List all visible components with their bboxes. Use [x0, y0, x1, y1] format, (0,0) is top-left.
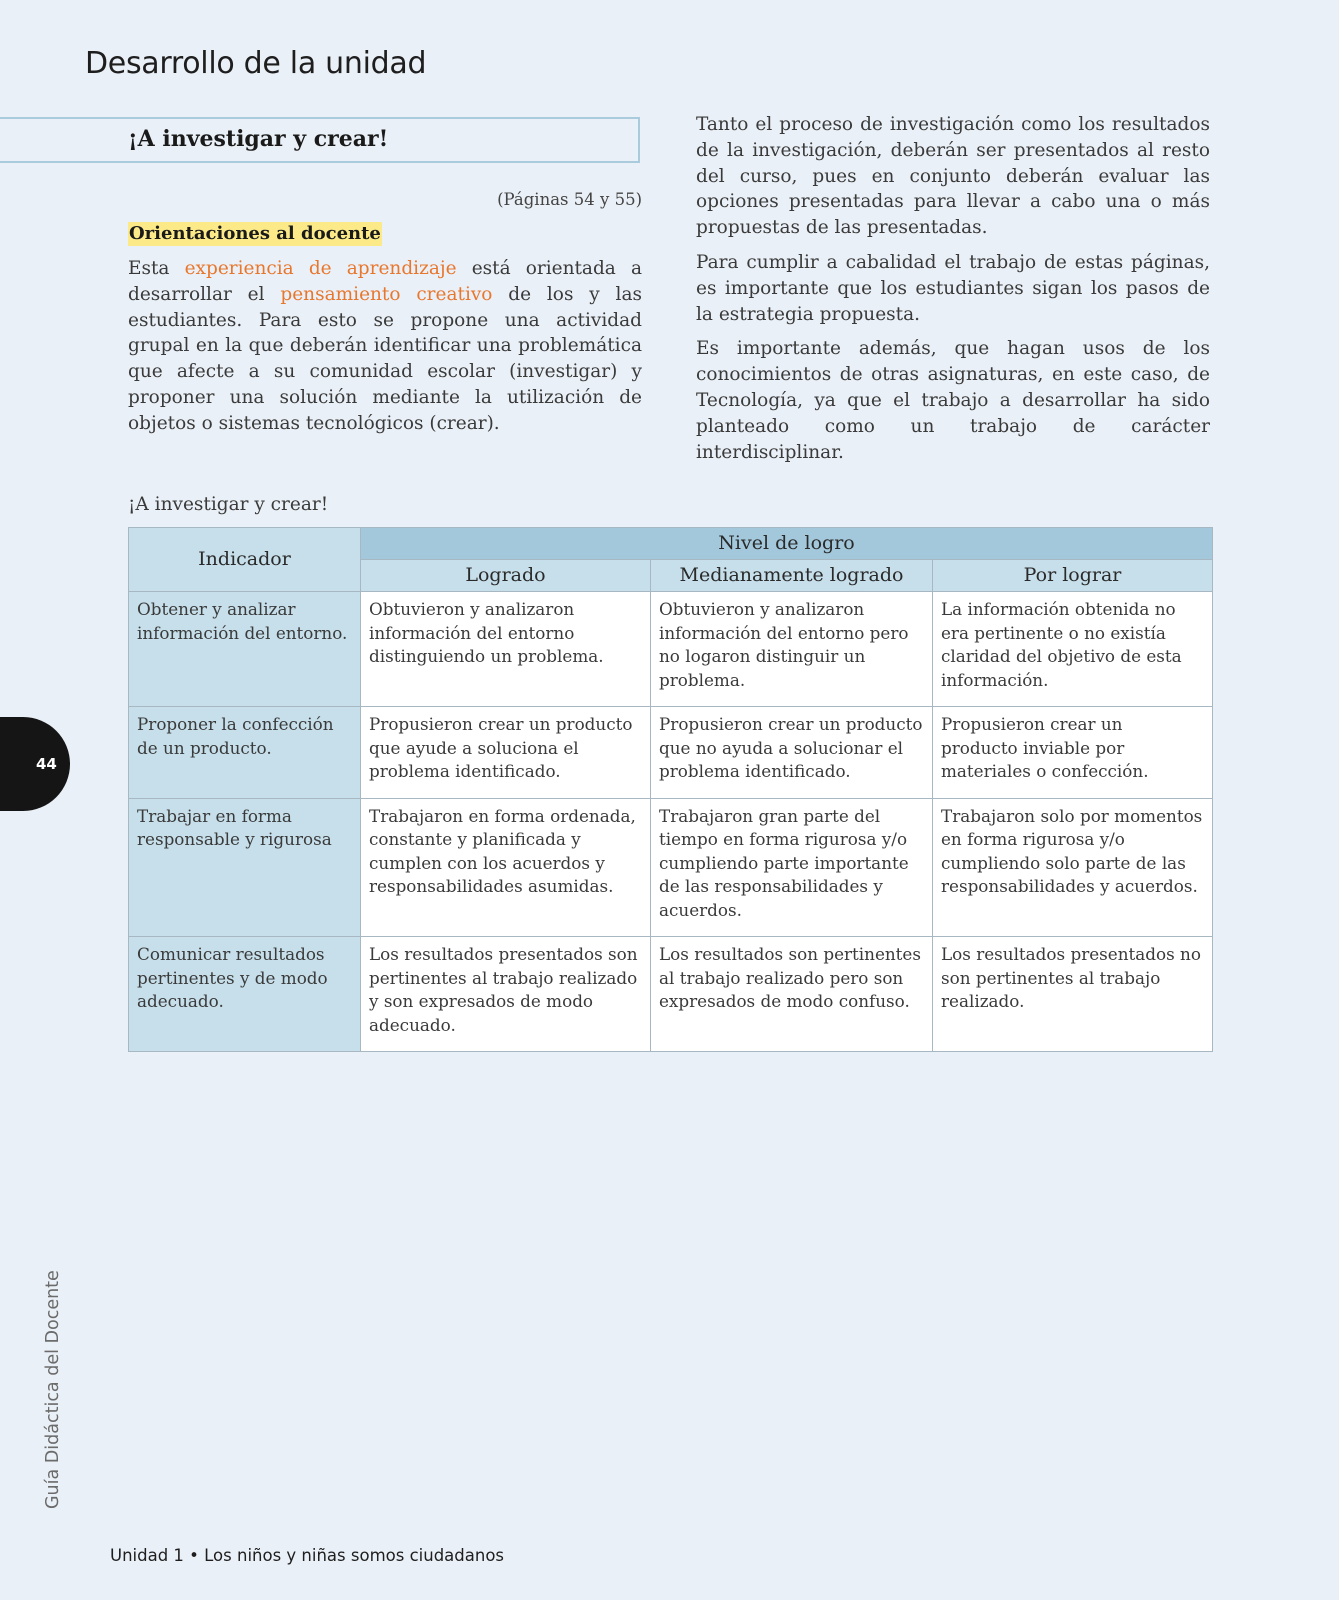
pages-reference: (Páginas 54 y 55): [497, 190, 642, 209]
table-cell: Trabajaron en forma ordenada, constante y planificada y cumplen con los acuerdos y responsabilidades asumidas.: [361, 798, 651, 937]
indicator-cell: Proponer la confección de un producto.: [129, 707, 361, 799]
table-cell: Trabajaron gran parte del tiempo en forma rigurosa y/o cumpliendo parte importante de las responsabilidades y acuerdos.: [651, 798, 933, 937]
table-row: [129, 707, 1213, 799]
table-cell: Los resultados son pertinentes al trabajo realizado pero son expresados de modo confuso.: [651, 937, 933, 1052]
table-row: [129, 592, 1213, 707]
page-number: 44: [36, 755, 57, 773]
table-cell: Los resultados presentados son pertinentes al trabajo realizado y son expresados de modo adecuado.: [361, 937, 651, 1052]
footer-unit-label: Unidad 1 • Los niños y niñas somos ciudadanos: [110, 1546, 505, 1565]
side-book-label: Guía Didáctica del Docente: [43, 1270, 63, 1509]
right-column: [696, 112, 1210, 474]
highlight-creative-thinking: pensamiento creativo: [280, 283, 493, 305]
right-paragraph: Es importante además, que hagan usos de los conocimientos de otras asignaturas, en este caso, de Tecnología, ya que el trabajo a desarrollar ha sido planteado como un trabajo de carácter interdisciplinar.: [696, 338, 1210, 463]
right-paragraph: Para cumplir a cabalidad el trabajo de estas páginas, es importante que los estudiantes sigan los pasos de la estrategia propuesta.: [696, 251, 1210, 325]
header-achievement-level: Nivel de logro: [361, 528, 1213, 560]
table-cell: Obtuvieron y analizaron información del entorno pero no logaron distinguir un problema.: [651, 592, 933, 707]
table-cell: Propusieron crear un producto que ayude a soluciona el problema identificado.: [361, 707, 651, 799]
table-row: [129, 798, 1213, 937]
paragraph-text: Esta: [128, 258, 185, 279]
table-cell: Obtuvieron y analizaron información del entorno distinguiendo un problema.: [361, 592, 651, 707]
header-indicator: Indicador: [129, 528, 361, 592]
table-caption: ¡A investigar y crear!: [128, 494, 329, 515]
rubric-table: [128, 527, 1213, 1052]
teacher-guidance-heading: Orientaciones al docente: [129, 223, 381, 244]
indicator-cell: Comunicar resultados pertinentes y de modo adecuado.: [129, 937, 361, 1052]
right-paragraph: Tanto el proceso de investigación como los resultados de la investigación, deberán ser presentados al resto del curso, pues en conjunto deberán evaluar las opciones presentadas para llevar a cabo una o más propuestas de las presentadas.: [696, 114, 1210, 239]
header-level-partial: Medianamente logrado: [651, 560, 933, 592]
highlight-learning-experience: experiencia de aprendizaje: [184, 258, 457, 279]
header-level-achieved: Logrado: [361, 560, 651, 592]
section-title: ¡A investigar y crear!: [128, 126, 389, 152]
left-column-paragraph: [128, 256, 642, 437]
table-cell: Trabajaron solo por momentos en forma rigurosa y/o cumpliendo solo parte de las responsabilidades y acuerdos.: [933, 798, 1213, 937]
indicator-cell: Obtener y analizar información del entorno.: [129, 592, 361, 707]
paragraph-text: de los y las estudiantes. Para esto se propone una actividad grupal en la que deberán identificar una problemática que afecte a su comunidad escolar (investigar) y proponer una solución mediante la utilización de objetos o sistemas tecnológicos (crear).: [128, 283, 642, 434]
header-level-pending: Por lograr: [933, 560, 1213, 592]
table-cell: Propusieron crear un producto que no ayuda a solucionar el problema identificado.: [651, 707, 933, 799]
table-cell: Propusieron crear un producto inviable por materiales o confección.: [933, 707, 1213, 799]
table-row: [129, 937, 1213, 1052]
page-number-tab: [0, 717, 70, 811]
table-cell: La información obtenida no era pertinente o no existía claridad del objetivo de esta información.: [933, 592, 1213, 707]
page-title: Desarrollo de la unidad: [85, 46, 427, 81]
table-cell: Los resultados presentados no son pertinentes al trabajo realizado.: [933, 937, 1213, 1052]
paragraph-text: está orientada a desarrollar el: [128, 258, 642, 305]
indicator-cell: Trabajar en forma responsable y rigurosa: [129, 798, 361, 937]
